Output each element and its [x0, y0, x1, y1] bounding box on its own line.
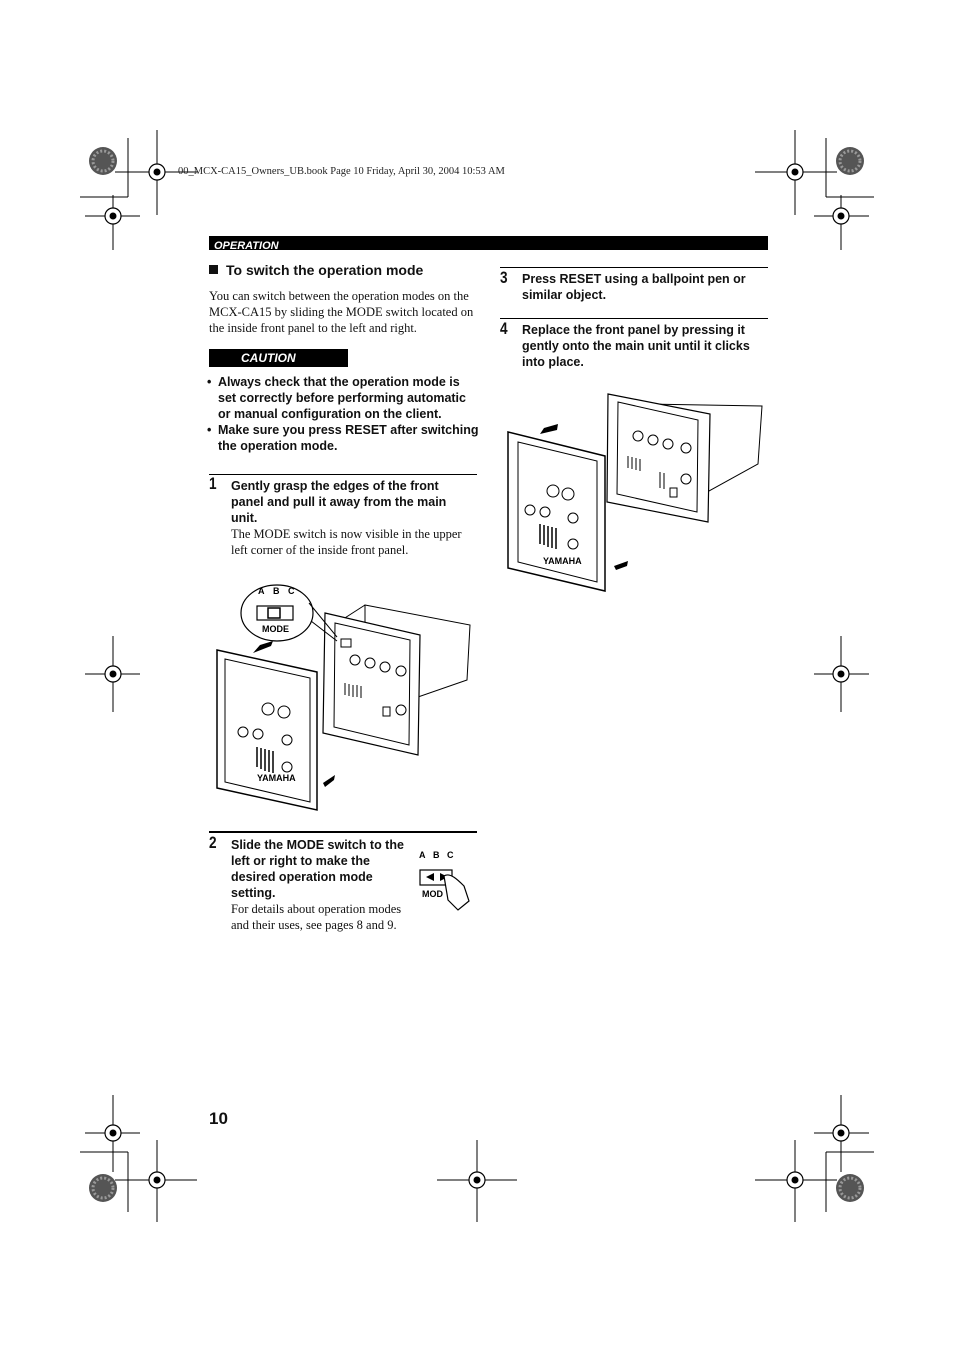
- caution-banner: [209, 349, 348, 367]
- print-file-info: 00_MCX-CA15_Owners_UB.book Page 10 Friday, April 30, 2004 10:53 AM: [178, 166, 505, 177]
- step-title: Gently grasp the edges of the front panel and pull it away from the main unit.: [231, 479, 447, 525]
- mode-letter: A: [419, 850, 426, 860]
- mode-letter: B: [433, 850, 440, 860]
- section-header-bar: [209, 236, 768, 250]
- page-number: 10: [209, 1109, 228, 1128]
- step-number: 3: [500, 268, 508, 287]
- section-label: OPERATION: [214, 240, 279, 252]
- brand-mark: YAMAHA: [543, 556, 582, 566]
- step-number: 4: [500, 319, 508, 338]
- intro-paragraph: You can switch between the operation modes on the MCX-CA15 by sliding the MODE switch located on the inside front panel to the left and right.: [209, 289, 474, 335]
- step-body: The MODE switch is now visible in the upper left corner of the inside front panel.: [231, 527, 462, 557]
- step-divider: [500, 318, 768, 319]
- mode-switch-slide-illustration: [414, 846, 474, 912]
- step-title: Slide the MODE switch to the left or right to make the desired operation mode setting.: [231, 838, 404, 900]
- mode-letter: C: [288, 586, 295, 596]
- mode-switch-label: MODE: [262, 624, 289, 634]
- step-number: 2: [209, 833, 217, 852]
- step-body: For details about operation modes and their uses, see pages 8 and 9.: [231, 902, 402, 932]
- front-panel-removal-illustration: [205, 575, 477, 815]
- mode-letter: A: [258, 586, 265, 596]
- step-title: Replace the front panel by pressing it gently onto the main unit until it clicks into place.: [522, 323, 750, 369]
- mode-letter: B: [273, 586, 280, 596]
- step-divider: [209, 831, 477, 833]
- square-bullet-icon: [209, 265, 218, 274]
- step-divider: [209, 474, 477, 475]
- caution-label: CAUTION: [241, 351, 296, 365]
- heading-text: To switch the operation mode: [226, 262, 424, 278]
- step-divider: [500, 267, 768, 268]
- mode-letter: C: [447, 850, 454, 860]
- mode-switch-label-cropped: MOD: [422, 889, 443, 899]
- caution-item: • Always check that the operation mode is set correctly before performing automatic or manual configuration on the client.: [207, 374, 479, 422]
- step-number: 1: [209, 474, 217, 493]
- caution-list: [207, 374, 479, 454]
- front-panel-replacement-illustration: [500, 384, 768, 594]
- page-heading: [209, 262, 423, 278]
- brand-mark: YAMAHA: [257, 773, 296, 783]
- step-title: Press RESET using a ballpoint pen or similar object.: [522, 272, 746, 302]
- caution-item: • Make sure you press RESET after switching the operation mode.: [207, 422, 479, 454]
